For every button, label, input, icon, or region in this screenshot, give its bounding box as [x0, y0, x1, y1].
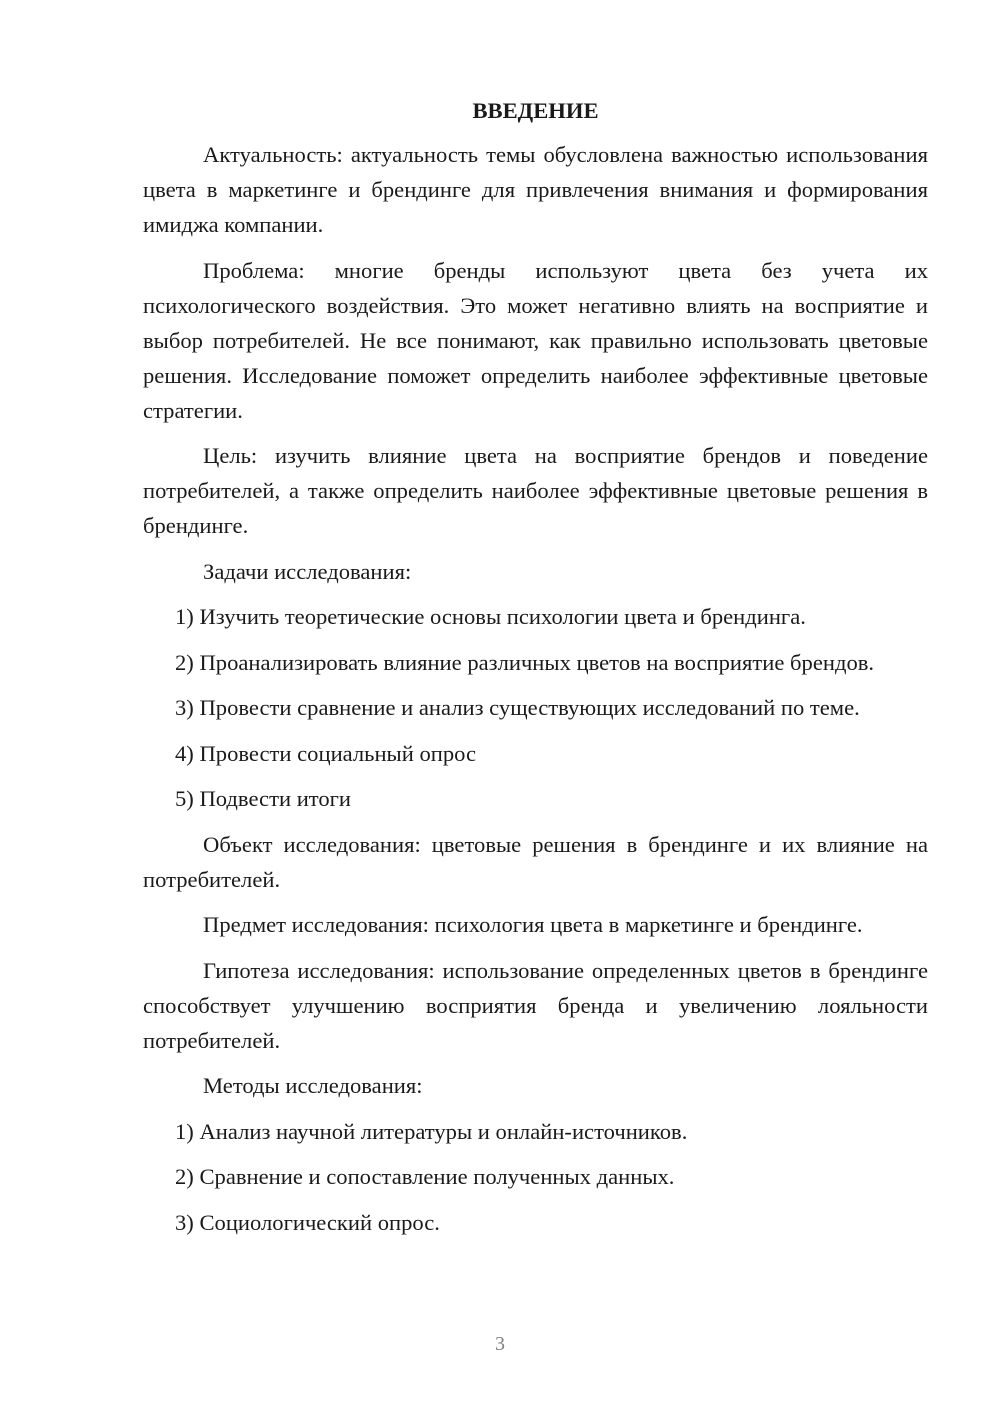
task-item: 5) Подвести итоги: [175, 786, 352, 811]
method-item: 2) Сравнение и сопоставление полученных данных.: [175, 1164, 675, 1189]
page-content: [143, 93, 928, 1250]
task-item: 4) Провести социальный опрос: [175, 740, 477, 766]
relevance-paragraph: Актуальность: актуальность темы обусловлена важностью использования цвета в маркетинге и брендинге для привлечения внимания и формирования имиджа компании.: [143, 142, 928, 237]
task-item: 3) Провести сравнение и анализ существующих исследований по теме.: [175, 695, 860, 720]
goal-paragraph: Цель: изучить влияние цвета на восприятие брендов и поведение потребителей, а также определить наиболее эффективные цветовые решения в брендинге.: [143, 443, 928, 538]
methods-heading: Методы исследования:: [203, 1073, 423, 1098]
tasks-heading: Задачи исследования:: [203, 558, 412, 584]
problem-paragraph: Проблема: многие бренды используют цвета без учета их психологического воздействия. Это может негативно влиять на восприятие и выбор потребителей. Не все понимают, как правильно использовать цветовые решения. Исследование поможет определить наиболее эффективные цветовые стратегии.: [143, 257, 928, 423]
object-paragraph: Объект исследования: цветовые решения в брендинге и их влияние на потребителей.: [143, 831, 928, 892]
method-item: 3) Социологический опрос.: [175, 1209, 440, 1235]
hypothesis-paragraph: Гипотеза исследования: использование определенных цветов в брендинге способствует улучшению восприятия бренда и увеличению лояльности потребителей.: [143, 957, 928, 1053]
task-item: 1) Изучить теоретические основы психологии цвета и брендинга.: [175, 604, 806, 629]
method-item: 1) Анализ научной литературы и онлайн-источников.: [175, 1118, 688, 1144]
section-title: ВВЕДЕНИЕ: [472, 98, 599, 123]
task-item: 2) Проанализировать влияние различных цветов на восприятие брендов.: [175, 649, 875, 675]
page-number: 3: [495, 1333, 505, 1355]
subject-paragraph: Предмет исследования: психология цвета в маркетинге и брендинге.: [203, 912, 863, 937]
